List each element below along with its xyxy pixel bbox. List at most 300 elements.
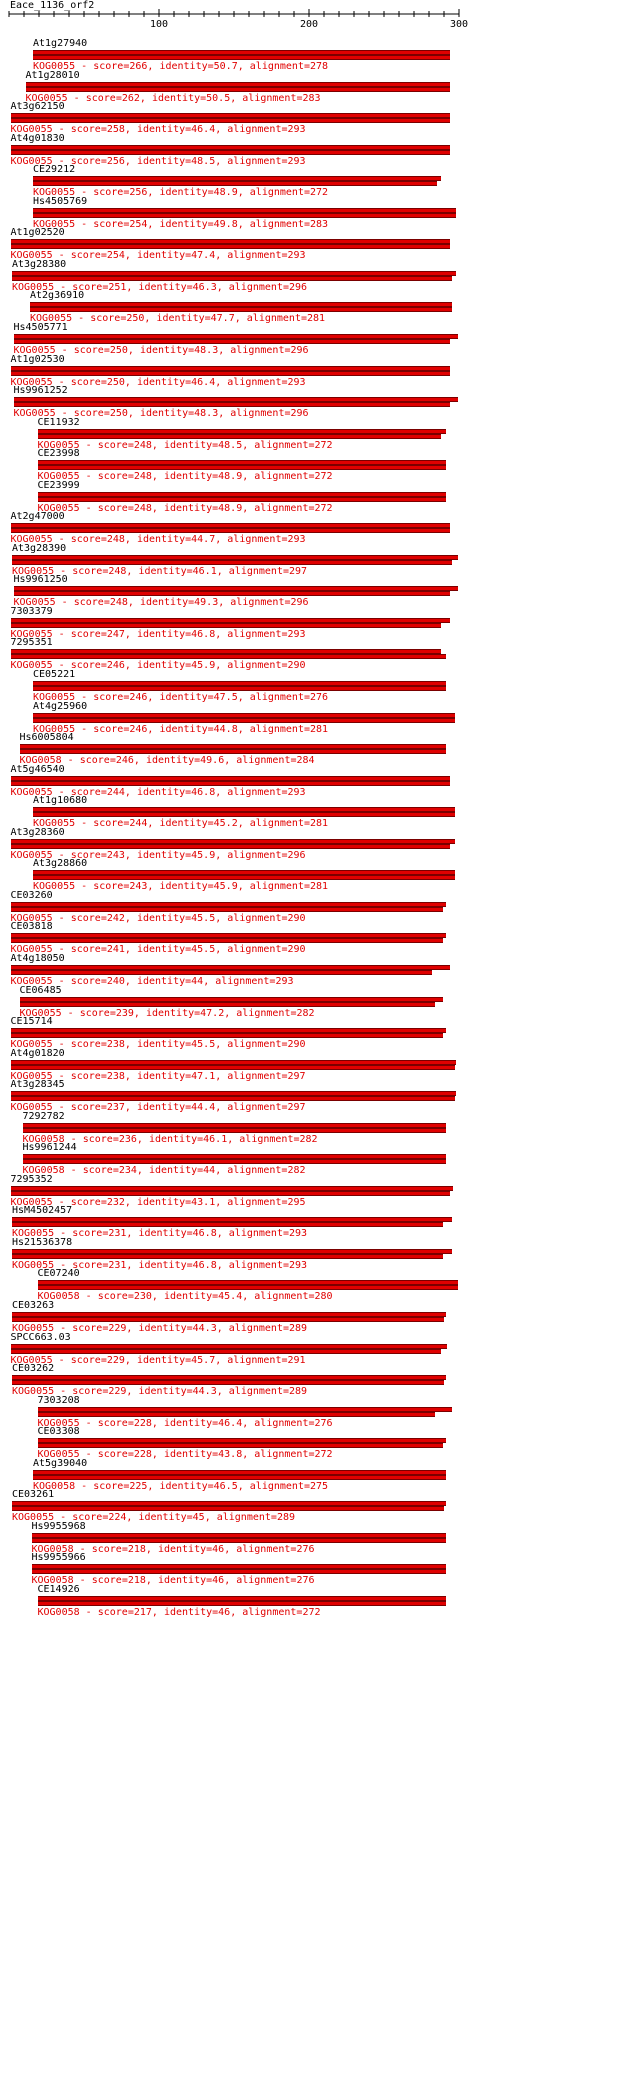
hit-bar-query[interactable] bbox=[33, 812, 455, 817]
hit-alignment: 272 bbox=[314, 439, 333, 451]
hit-info: KOG0058 - score=217, identity=46, alignment=272 bbox=[37, 1606, 321, 1618]
hit-alignment: 296 bbox=[290, 408, 309, 420]
hit-name[interactable]: Hs9961252 bbox=[13, 385, 68, 397]
hit-name[interactable]: Hs9955968 bbox=[31, 1520, 86, 1532]
hit-identity: 49.6 bbox=[200, 755, 225, 767]
hit-info: KOG0055 - score=228, identity=43.8, alignment=272 bbox=[37, 1449, 333, 1461]
hit-identity: 47.2 bbox=[200, 1007, 225, 1019]
hit-identity: 44.8 bbox=[213, 723, 238, 735]
hit-bar-query[interactable] bbox=[12, 1222, 443, 1227]
hit-info: KOG0058 - score=246, identity=49.6, alignment=284 bbox=[19, 755, 315, 767]
hit-identity: 48.3 bbox=[194, 408, 219, 420]
hit-alignment: 283 bbox=[309, 218, 329, 230]
hit-kog: KOG0055 bbox=[19, 1007, 62, 1019]
hit-score: 244 bbox=[129, 818, 148, 830]
hit-identity: 44 bbox=[191, 975, 204, 987]
hit-name[interactable]: CE29212 bbox=[33, 164, 76, 176]
hit-score: 230 bbox=[133, 1291, 152, 1303]
hit-info: KOG0058 - score=218, identity=46, alignment=276 bbox=[31, 1543, 315, 1555]
hit-kog: KOG0055 bbox=[33, 692, 76, 703]
hit-identity: 46 bbox=[212, 1575, 225, 1587]
hit-info: KOG0055 - score=258, identity=46.4, alignment=293 bbox=[10, 124, 306, 136]
hit-alignment: 278 bbox=[309, 61, 329, 72]
hit-name[interactable]: 7295351 bbox=[10, 637, 53, 649]
hit-name[interactable]: 7303379 bbox=[10, 605, 53, 617]
hit-info: KOG0055 - score=238, identity=45.5, alignment=290 bbox=[10, 1039, 306, 1051]
hit-kog: KOG0055 bbox=[33, 818, 76, 830]
hit-info: KOG0055 - score=248, identity=48.9, alignment=272 bbox=[37, 471, 333, 483]
hit-kog: KOG0055 bbox=[10, 534, 53, 546]
hit-name[interactable]: At3g28860 bbox=[33, 858, 88, 870]
hit-info: KOG0055 - score=250, identity=47.7, alignment=281 bbox=[30, 313, 326, 325]
hit-name[interactable]: At1g02520 bbox=[10, 227, 65, 239]
hit-info: KOG0055 - score=229, identity=45.7, alignment=291 bbox=[10, 1354, 306, 1366]
hit-score: 246 bbox=[129, 692, 148, 703]
hit-identity: 45.2 bbox=[213, 818, 238, 830]
hit-kog: KOG0055 bbox=[13, 344, 56, 356]
hit-name[interactable]: At5g46540 bbox=[10, 763, 65, 775]
hit-bar-query[interactable] bbox=[12, 1317, 444, 1322]
hit-bar-query[interactable] bbox=[38, 465, 446, 470]
hit-score: 250 bbox=[109, 344, 128, 356]
hit-identity: 44 bbox=[203, 1165, 216, 1177]
hit-name[interactable]: CE07240 bbox=[37, 1268, 80, 1280]
hit-bar-query[interactable] bbox=[33, 875, 455, 880]
hit-identity: 46.4 bbox=[191, 124, 216, 136]
hit-alignment: 296 bbox=[290, 344, 309, 356]
hit-identity: 48.9 bbox=[213, 187, 238, 199]
hit-info: KOG0055 - score=251, identity=46.3, alignment=296 bbox=[12, 281, 308, 293]
hit-info: KOG0055 - score=247, identity=46.8, alignment=293 bbox=[10, 628, 306, 640]
hit-bar-query[interactable] bbox=[11, 1096, 455, 1101]
hit-name[interactable]: CE03260 bbox=[10, 889, 53, 901]
hit-name[interactable]: At5g39040 bbox=[33, 1457, 88, 1469]
hit-bar-query[interactable] bbox=[32, 1538, 446, 1543]
hit-kog: KOG0055 bbox=[10, 124, 53, 136]
hit-name[interactable]: 7303208 bbox=[37, 1394, 80, 1406]
hit-name[interactable]: 7295352 bbox=[10, 1173, 53, 1185]
hit-score: 248 bbox=[106, 534, 125, 546]
hit-identity: 45.7 bbox=[191, 1354, 216, 1366]
hit-bar-query[interactable] bbox=[33, 55, 450, 60]
hit-alignment: 289 bbox=[288, 1323, 308, 1334]
hit-score: 248 bbox=[133, 502, 152, 514]
hit-name[interactable]: At1g02530 bbox=[10, 353, 65, 365]
hit-alignment: 272 bbox=[302, 1606, 321, 1618]
hit-kog: KOG0055 bbox=[37, 439, 80, 451]
hit-kog: KOG0055 bbox=[33, 881, 76, 893]
hit-info: KOG0055 - score=241, identity=45.5, alignment=290 bbox=[10, 944, 306, 956]
hit-bar-query[interactable] bbox=[30, 307, 452, 312]
hit-bar-query[interactable] bbox=[38, 1443, 443, 1448]
hit-bar-query[interactable] bbox=[11, 1033, 443, 1038]
hit-kog: KOG0055 bbox=[12, 1323, 55, 1334]
hit-kog: KOG0055 bbox=[10, 250, 53, 262]
hit-alignment: 290 bbox=[287, 1039, 306, 1051]
hit-name[interactable]: CE03261 bbox=[12, 1489, 55, 1501]
hit-alignment: 282 bbox=[296, 1007, 315, 1019]
hit-name[interactable]: Hs4505771 bbox=[13, 321, 68, 333]
hit-identity: 49.3 bbox=[194, 597, 219, 609]
hit-bar-query[interactable] bbox=[33, 718, 455, 723]
hit-kog: KOG0055 bbox=[37, 1417, 80, 1429]
hit-name[interactable]: CE03263 bbox=[12, 1300, 55, 1311]
hit-kog: KOG0055 bbox=[10, 912, 53, 924]
hit-bar-query[interactable] bbox=[12, 276, 452, 281]
hit-alignment: 272 bbox=[314, 471, 333, 483]
query-title: Eace_1136_orf2 bbox=[10, 0, 95, 11]
hit-bar-query[interactable] bbox=[20, 1002, 436, 1007]
hit-bar-query[interactable] bbox=[38, 1412, 436, 1417]
hit-bar-query[interactable] bbox=[11, 528, 451, 533]
hit-name[interactable]: At1g27940 bbox=[33, 38, 88, 49]
hit-kog: KOG0055 bbox=[10, 849, 53, 861]
hit-bar-query[interactable] bbox=[12, 560, 452, 565]
hit-identity: 47.7 bbox=[210, 313, 235, 325]
hit-bar-query[interactable] bbox=[20, 749, 446, 754]
hit-score: 248 bbox=[109, 597, 128, 609]
hit-name[interactable]: At2g36910 bbox=[30, 290, 85, 302]
hit-alignment: 272 bbox=[314, 502, 333, 514]
hit-name[interactable]: CE23999 bbox=[37, 479, 80, 491]
hit-score: 243 bbox=[129, 881, 148, 893]
hit-score: 229 bbox=[108, 1386, 127, 1398]
hit-score: 228 bbox=[133, 1449, 152, 1461]
hit-score: 238 bbox=[106, 1039, 125, 1051]
hit-identity: 45.9 bbox=[191, 849, 216, 861]
hit-bar-query[interactable] bbox=[11, 1349, 442, 1354]
hit-bar-query[interactable] bbox=[11, 907, 443, 912]
hit-score: 228 bbox=[133, 1417, 152, 1429]
hit-name[interactable]: Hs9961250 bbox=[13, 574, 68, 586]
hit-bar-query[interactable] bbox=[11, 1191, 451, 1196]
hit-kog: KOG0055 bbox=[33, 61, 76, 72]
hit-bar-query[interactable] bbox=[32, 1569, 446, 1574]
hit-bar-query[interactable] bbox=[12, 1254, 443, 1259]
hit-bar-query[interactable] bbox=[33, 1475, 446, 1480]
hit-score: 254 bbox=[106, 250, 125, 262]
hit-score: 229 bbox=[106, 1354, 125, 1366]
hit-alignment: 276 bbox=[309, 692, 329, 703]
hit-alignment: 293 bbox=[287, 786, 306, 798]
hit-info: KOG0055 - score=224, identity=45, alignment=289 bbox=[12, 1512, 295, 1524]
hit-bar-query[interactable] bbox=[11, 1065, 455, 1070]
ruler-tick-label: 200 bbox=[299, 19, 319, 30]
hit-name[interactable]: At3g28380 bbox=[12, 258, 67, 270]
hit-alignment: 276 bbox=[314, 1417, 333, 1429]
hit-score: 241 bbox=[106, 944, 125, 956]
hit-alignment: 296 bbox=[287, 849, 306, 861]
hit-info: KOG0055 - score=254, identity=47.4, alignment=293 bbox=[10, 250, 306, 262]
hit-identity: 46.8 bbox=[192, 1228, 217, 1240]
hit-score: 243 bbox=[106, 849, 125, 861]
hit-info: KOG0055 - score=237, identity=44.4, alignment=297 bbox=[10, 1102, 306, 1114]
hit-score: 231 bbox=[108, 1259, 127, 1271]
hit-score: 236 bbox=[118, 1133, 137, 1145]
hit-identity: 44.4 bbox=[191, 1102, 216, 1114]
hit-identity: 48.9 bbox=[218, 471, 243, 483]
hit-bar-query[interactable] bbox=[38, 434, 442, 439]
hit-kog: KOG0055 bbox=[12, 1228, 55, 1240]
hit-info: KOG0055 - score=256, identity=48.9, alignment=272 bbox=[33, 187, 329, 199]
ruler bbox=[0, 0, 620, 30]
hit-name[interactable]: CE06485 bbox=[19, 984, 62, 996]
hit-name[interactable]: At3g28345 bbox=[10, 1079, 65, 1091]
hit-identity: 45 bbox=[192, 1512, 205, 1524]
hit-name[interactable]: At4g01830 bbox=[10, 132, 65, 144]
hit-kog: KOG0058 bbox=[31, 1575, 74, 1587]
hit-score: 224 bbox=[108, 1512, 127, 1524]
hit-score: 256 bbox=[106, 155, 125, 167]
hit-kog: KOG0058 bbox=[37, 1291, 80, 1303]
hit-bar-query[interactable] bbox=[11, 623, 442, 628]
hit-name[interactable]: At1g10680 bbox=[33, 795, 88, 807]
hit-info: KOG0055 - score=231, identity=46.8, alignment=293 bbox=[12, 1228, 308, 1240]
hit-bar-query[interactable] bbox=[38, 1285, 458, 1290]
hit-alignment: 293 bbox=[275, 975, 294, 987]
hit-identity: 45.4 bbox=[218, 1291, 243, 1303]
hit-identity: 48.9 bbox=[218, 502, 243, 514]
hit-alignment: 297 bbox=[287, 1102, 306, 1114]
hit-alignment: 290 bbox=[287, 912, 306, 924]
hit-name[interactable]: CE03818 bbox=[10, 921, 53, 933]
hit-score: 258 bbox=[106, 124, 125, 136]
hit-alignment: 283 bbox=[302, 92, 321, 104]
hit-bar-query[interactable] bbox=[11, 371, 451, 376]
hit-name[interactable]: CE14926 bbox=[37, 1583, 80, 1595]
hit-bar-query[interactable] bbox=[12, 1380, 444, 1385]
hit-alignment: 272 bbox=[309, 187, 329, 199]
hit-bar-query[interactable] bbox=[33, 181, 437, 186]
hit-name[interactable]: Hs4505769 bbox=[33, 195, 88, 207]
hit-kog: KOG0055 bbox=[10, 1039, 53, 1051]
hit-alignment: 295 bbox=[287, 1196, 306, 1208]
hit-info: KOG0055 - score=266, identity=50.7, alignment=278 bbox=[33, 61, 329, 72]
hit-kog: KOG0055 bbox=[33, 723, 76, 735]
hit-name[interactable]: 7292782 bbox=[22, 1110, 65, 1122]
hit-name[interactable]: CE05221 bbox=[33, 669, 76, 680]
hit-info: KOG0055 - score=250, identity=46.4, alignment=293 bbox=[10, 376, 306, 388]
hit-alignment: 296 bbox=[290, 597, 309, 609]
hit-bar-query[interactable] bbox=[11, 938, 443, 943]
hit-alignment: 275 bbox=[309, 1480, 329, 1492]
hit-identity: 45.9 bbox=[213, 881, 238, 893]
hit-score: 262 bbox=[121, 92, 140, 104]
hit-bar-query[interactable] bbox=[14, 339, 451, 344]
hit-kog: KOG0055 bbox=[10, 975, 53, 987]
hit-bar-query[interactable] bbox=[11, 970, 433, 975]
hit-alignment: 293 bbox=[287, 534, 306, 546]
hit-info: KOG0055 - score=262, identity=50.5, alignment=283 bbox=[25, 92, 321, 104]
hit-identity: 50.7 bbox=[213, 61, 238, 72]
hit-info: KOG0058 - score=234, identity=44, alignment=282 bbox=[22, 1165, 306, 1177]
hit-kog: KOG0055 bbox=[10, 628, 53, 640]
hit-kog: KOG0055 bbox=[12, 1259, 55, 1271]
hit-alignment: 293 bbox=[287, 628, 306, 640]
hit-name[interactable]: CE11932 bbox=[37, 416, 80, 428]
hit-bar-query[interactable] bbox=[11, 244, 451, 249]
hit-name[interactable]: At4g25960 bbox=[33, 700, 88, 712]
hit-name[interactable]: Hs9955966 bbox=[31, 1552, 86, 1564]
hit-info: KOG0055 - score=239, identity=47.2, alignment=282 bbox=[19, 1007, 315, 1019]
hit-kog: KOG0055 bbox=[10, 155, 53, 167]
hit-kog: KOG0055 bbox=[33, 218, 76, 230]
hit-identity: 46.8 bbox=[192, 1259, 217, 1271]
hit-bar-query[interactable] bbox=[23, 1128, 446, 1133]
hit-bar-query[interactable] bbox=[11, 781, 451, 786]
hit-kog: KOG0055 bbox=[30, 313, 73, 325]
hit-score: 248 bbox=[133, 471, 152, 483]
hit-info: KOG0055 - score=231, identity=46.8, alignment=293 bbox=[12, 1259, 308, 1271]
hit-identity: 47.5 bbox=[213, 692, 238, 703]
hit-identity: 45.5 bbox=[191, 1039, 216, 1051]
hit-bar-query[interactable] bbox=[11, 844, 451, 849]
hit-info: KOG0055 - score=248, identity=49.3, alignment=296 bbox=[13, 597, 309, 609]
hit-bar-query[interactable] bbox=[38, 497, 446, 502]
hit-score: 231 bbox=[108, 1228, 127, 1240]
hit-info: KOG0055 - score=246, identity=47.5, alignment=276 bbox=[33, 692, 329, 703]
hit-kog: KOG0055 bbox=[10, 1070, 53, 1082]
hit-info: KOG0058 - score=236, identity=46.1, alignment=282 bbox=[22, 1133, 318, 1145]
hit-kog: KOG0055 bbox=[13, 597, 56, 609]
hit-name[interactable]: CE23998 bbox=[37, 448, 80, 460]
hit-name[interactable]: At4g01820 bbox=[10, 1047, 65, 1059]
hit-score: 218 bbox=[127, 1575, 146, 1587]
hit-info: KOG0055 - score=242, identity=45.5, alignment=290 bbox=[10, 912, 306, 924]
hit-bar-query[interactable] bbox=[33, 686, 446, 691]
hit-alignment: 289 bbox=[276, 1512, 295, 1524]
hit-info: KOG0055 - score=246, identity=44.8, alignment=281 bbox=[33, 723, 329, 735]
hit-name[interactable]: At1g28010 bbox=[25, 69, 80, 81]
hit-kog: KOG0055 bbox=[37, 502, 80, 514]
hit-score: 238 bbox=[106, 1070, 125, 1082]
hit-kog: KOG0055 bbox=[10, 1102, 53, 1114]
hit-bar-query[interactable] bbox=[11, 654, 446, 659]
hit-alignment: 282 bbox=[299, 1133, 318, 1145]
hit-alignment: 289 bbox=[288, 1386, 308, 1398]
hit-alignment: 296 bbox=[288, 281, 308, 293]
hit-info: KOG0055 - score=243, identity=45.9, alignment=296 bbox=[10, 849, 306, 861]
hit-identity: 44.3 bbox=[192, 1323, 217, 1334]
hit-score: 234 bbox=[118, 1165, 137, 1177]
hit-alignment: 281 bbox=[309, 818, 329, 830]
hit-name[interactable]: CE03308 bbox=[37, 1426, 80, 1438]
hit-name[interactable]: HsM4502457 bbox=[12, 1205, 73, 1217]
hit-kog: KOG0055 bbox=[12, 1386, 55, 1398]
hit-name[interactable]: At4g18050 bbox=[10, 952, 65, 964]
hit-identity: 46.1 bbox=[192, 565, 217, 577]
hit-score: 251 bbox=[108, 281, 127, 293]
hit-alignment: 293 bbox=[287, 250, 306, 262]
hit-name[interactable]: At3g62150 bbox=[10, 101, 65, 113]
hit-info: KOG0058 - score=218, identity=46, alignment=276 bbox=[31, 1575, 315, 1587]
hit-score: 232 bbox=[106, 1196, 125, 1208]
hit-name[interactable]: CE03262 bbox=[12, 1363, 55, 1375]
hit-bar-query[interactable] bbox=[38, 1601, 446, 1606]
hit-identity: 45.5 bbox=[191, 912, 216, 924]
hit-score: 237 bbox=[106, 1102, 125, 1114]
hit-info: KOG0055 - score=238, identity=47.1, alignment=297 bbox=[10, 1070, 306, 1082]
hit-identity: 46.8 bbox=[191, 786, 216, 798]
hit-name[interactable]: At3g28390 bbox=[12, 542, 67, 554]
hit-bar-query[interactable] bbox=[11, 118, 451, 123]
hit-alignment: 272 bbox=[314, 1449, 333, 1461]
hit-name[interactable]: At2g47000 bbox=[10, 511, 65, 523]
hit-info: KOG0055 - score=254, identity=49.8, alignment=283 bbox=[33, 218, 329, 230]
ruler-tick-label: 100 bbox=[149, 19, 169, 30]
hit-kog: KOG0055 bbox=[37, 471, 80, 483]
hit-identity: 46 bbox=[218, 1606, 231, 1618]
hit-kog: KOG0055 bbox=[12, 281, 55, 293]
hit-bar-query[interactable] bbox=[12, 1506, 444, 1511]
hit-score: 256 bbox=[129, 187, 148, 199]
hit-score: 250 bbox=[109, 408, 128, 420]
hit-kog: KOG0058 bbox=[31, 1543, 74, 1555]
hit-name[interactable]: Hs21536378 bbox=[12, 1236, 73, 1248]
hit-info: KOG0055 - score=243, identity=45.9, alignment=281 bbox=[33, 881, 329, 893]
hit-bar-query[interactable] bbox=[33, 213, 456, 218]
hit-alignment: 276 bbox=[296, 1543, 315, 1555]
hit-alignment: 290 bbox=[287, 660, 306, 672]
hit-score: 244 bbox=[106, 786, 125, 798]
hit-kog: KOG0058 bbox=[33, 1480, 76, 1492]
ruler-tick-label: 300 bbox=[449, 19, 469, 30]
hit-score: 242 bbox=[106, 912, 125, 924]
hit-info: KOG0055 - score=248, identity=44.7, alignment=293 bbox=[10, 534, 306, 546]
hit-bar-query[interactable] bbox=[14, 591, 451, 596]
hit-score: 254 bbox=[129, 218, 148, 230]
hit-kog: KOG0058 bbox=[22, 1133, 65, 1145]
hit-name[interactable]: Hs6005804 bbox=[19, 732, 74, 744]
hit-name[interactable]: CE15714 bbox=[10, 1016, 53, 1028]
hit-score: 218 bbox=[127, 1543, 146, 1555]
hit-info: KOG0055 - score=232, identity=43.1, alignment=295 bbox=[10, 1196, 306, 1208]
hit-alignment: 293 bbox=[288, 1259, 308, 1271]
hit-alignment: 291 bbox=[287, 1354, 306, 1366]
hit-score: 266 bbox=[129, 61, 148, 72]
hit-name[interactable]: Hs9961244 bbox=[22, 1142, 77, 1154]
hit-score: 217 bbox=[133, 1606, 152, 1618]
hit-info: KOG0055 - score=244, identity=46.8, alignment=293 bbox=[10, 786, 306, 798]
hit-info: KOG0055 - score=228, identity=46.4, alignment=276 bbox=[37, 1417, 333, 1429]
hit-alignment: 284 bbox=[296, 755, 315, 767]
hit-bar-query[interactable] bbox=[14, 402, 451, 407]
hit-name[interactable]: At3g28360 bbox=[10, 826, 65, 838]
hit-info: KOG0055 - score=229, identity=44.3, alignment=289 bbox=[12, 1386, 308, 1398]
hit-alignment: 281 bbox=[306, 313, 326, 325]
hit-info: KOG0055 - score=246, identity=45.9, alignment=290 bbox=[10, 660, 306, 672]
hit-kog: KOG0055 bbox=[10, 786, 53, 798]
hit-kog: KOG0058 bbox=[19, 755, 62, 767]
hit-identity: 43.1 bbox=[191, 1196, 216, 1208]
hit-score: 247 bbox=[106, 628, 125, 640]
hit-identity: 47.4 bbox=[191, 250, 216, 262]
hit-bar-query[interactable] bbox=[23, 1159, 446, 1164]
hit-info: KOG0055 - score=248, identity=46.1, alignment=297 bbox=[12, 565, 308, 577]
hit-info: KOG0055 - score=250, identity=48.3, alignment=296 bbox=[13, 344, 309, 356]
hit-alignment: 290 bbox=[287, 944, 306, 956]
hit-name[interactable]: SPCC663.03 bbox=[10, 1331, 71, 1343]
hit-kog: KOG0055 bbox=[25, 92, 68, 104]
hit-identity: 49.8 bbox=[213, 218, 238, 230]
hit-bar-query[interactable] bbox=[11, 150, 451, 155]
hit-kog: KOG0055 bbox=[10, 944, 53, 956]
hit-kog: KOG0055 bbox=[33, 187, 76, 199]
hit-identity: 47.1 bbox=[191, 1070, 216, 1082]
hit-identity: 46.4 bbox=[218, 1417, 243, 1429]
hit-bar-query[interactable] bbox=[26, 87, 451, 92]
hit-alignment: 281 bbox=[309, 723, 329, 735]
